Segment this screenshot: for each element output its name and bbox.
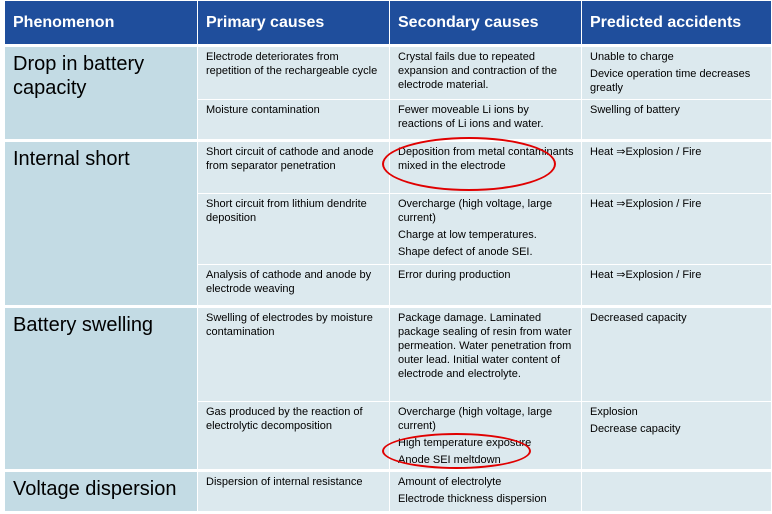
- primary-cause-cell: [198, 141, 390, 194]
- cell-text: Gas produced by the reaction of electrolytic decomposition: [206, 406, 363, 432]
- secondary-cause-cell: [390, 402, 582, 471]
- header-phenomenon: Phenomenon: [5, 1, 198, 46]
- primary-cause-cell: [198, 46, 390, 100]
- cell-text: Decreased capacity: [590, 312, 687, 324]
- cell-text: Short circuit from lithium dendrite deposition: [206, 198, 367, 224]
- cell-text: Crystal fails due to repeated expansion and contraction of the electrode material.: [398, 51, 558, 91]
- slide-frame: [4, 0, 771, 513]
- cell-text: Explosion: [590, 406, 638, 418]
- table-row: [5, 471, 772, 512]
- secondary-cause-cell: [390, 141, 582, 194]
- phenomenon-cell: Drop in battery capacity: [5, 46, 198, 141]
- cell-text: Swelling of electrodes by moisture contamination: [206, 312, 373, 338]
- predicted-accident-cell: [582, 265, 772, 307]
- predicted-accident-cell: [582, 141, 772, 194]
- secondary-cause-cell: [390, 307, 582, 402]
- cell-text: Overcharge (high voltage, large current): [398, 406, 553, 432]
- cell-text: Charge at low temperatures.: [398, 229, 537, 241]
- cell-text: Short circuit of cathode and anode from separator penetration: [206, 146, 374, 172]
- secondary-cause-cell: [390, 100, 582, 141]
- predicted-accident-cell: [582, 46, 772, 100]
- header-primary-causes: Primary causes: [198, 1, 390, 46]
- primary-cause-cell: [198, 194, 390, 265]
- table-row: [5, 307, 772, 402]
- phenomenon-cell: Battery swelling: [5, 307, 198, 471]
- header-row: [5, 1, 772, 46]
- phenomenon-cell: Internal short: [5, 141, 198, 307]
- predicted-accident-cell: [582, 402, 772, 471]
- cell-text: Moisture contamination: [206, 104, 320, 116]
- primary-cause-cell: [198, 307, 390, 402]
- cell-text: Dispersion of internal resistance: [206, 476, 363, 488]
- header-predicted-accidents: Predicted accidents: [582, 1, 772, 46]
- phenomenon-cell: Voltage dispersion: [5, 471, 198, 512]
- cell-text: Overcharge (high voltage, large current): [398, 198, 553, 224]
- cell-text: Analysis of cathode and anode by electrode weaving: [206, 269, 372, 295]
- secondary-cause-cell: [390, 46, 582, 100]
- cell-text: Heat ⇒Explosion / Fire: [590, 198, 702, 210]
- predicted-accident-cell: [582, 194, 772, 265]
- cell-text: Electrode thickness dispersion: [398, 493, 547, 505]
- table-row: [5, 46, 772, 100]
- predicted-accident-cell: [582, 307, 772, 402]
- cell-text: Electrode deteriorates from repetition of the rechargeable cycle: [206, 51, 378, 77]
- primary-cause-cell: [198, 100, 390, 141]
- battery-failure-table: [4, 0, 771, 512]
- primary-cause-cell: [198, 471, 390, 512]
- cell-text: Heat ⇒Explosion / Fire: [590, 269, 702, 281]
- cell-text: Unable to charge: [590, 51, 674, 63]
- predicted-accident-cell: [582, 100, 772, 141]
- cell-text: Device operation time decreases greatly: [590, 68, 751, 94]
- cell-text: Heat ⇒Explosion / Fire: [590, 146, 702, 158]
- table-row: [5, 141, 772, 194]
- header-secondary-causes: Secondary causes: [390, 1, 582, 46]
- cell-text: Swelling of battery: [590, 104, 680, 116]
- predicted-accident-cell: [582, 471, 772, 512]
- cell-text: Error during production: [398, 269, 511, 281]
- primary-cause-cell: [198, 402, 390, 471]
- cell-text: Shape defect of anode SEI.: [398, 246, 533, 258]
- cell-text: Package damage. Laminated package sealing of resin from water permeation. Water penetration from outer lead. Initial water content of electrode and electrolyte.: [398, 312, 572, 380]
- cell-text: Amount of electrolyte: [398, 476, 502, 488]
- cell-text: High temperature exposure: [398, 437, 532, 449]
- secondary-cause-cell: [390, 471, 582, 512]
- secondary-cause-cell: [390, 265, 582, 307]
- cell-text: Deposition from metal contaminants mixed in the electrode: [398, 146, 574, 172]
- primary-cause-cell: [198, 265, 390, 307]
- cell-text: Anode SEI meltdown: [398, 454, 501, 466]
- cell-text: Decrease capacity: [590, 423, 681, 435]
- cell-text: Fewer moveable Li ions by reactions of Li ions and water.: [398, 104, 544, 130]
- secondary-cause-cell: [390, 194, 582, 265]
